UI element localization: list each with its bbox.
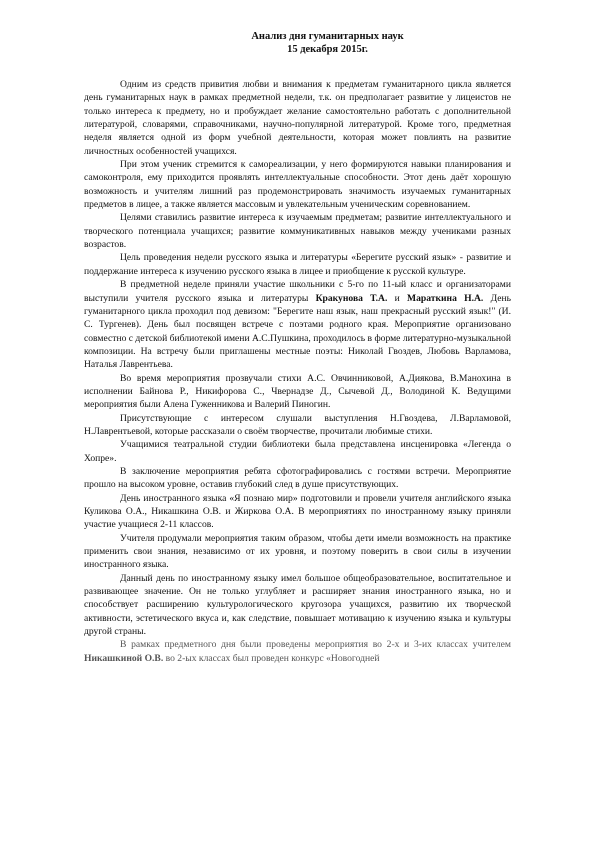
text-segment: Одним из средств привития любви и внимания к предметам гуманитарного цикла является день гуманитарных наук в рамках предметной недели, т.к. он предполагает развитие у лицеистов не только интереса к предмету, но и пробуждает желание самостоятельно работать с дополнительной литературой, словарями, справочниками, научно-популярной литературой. Кроме того, предметная неделя является одной из форм учебной деятельности, которая может повлиять на развитие личностных особенностей учащихся.	[84, 79, 511, 157]
document-body	[84, 78, 511, 665]
text-segment: День иностранного языка «Я познаю мир» подготовили и провели учителя английского языка Куликова О.А., Никашкина О.В. и Жиркова О.А. В мероприятиях по иностранному языку приняли участие учащиеся 2-11 классов.	[84, 492, 511, 531]
paragraph	[84, 278, 511, 371]
paragraph	[84, 158, 511, 211]
text-segment: Цель проведения недели русского языка и литературы «Берегите русский язык» - развитие и поддержание интереса к изучению русского языка в лицее и приобщение к русской культуре.	[84, 252, 511, 277]
paragraph	[84, 251, 511, 278]
text-segment: Учителя продумали мероприятия таким образом, чтобы дети имели возможность на практике применить свои знания, независимо от их уровня, и поэтому поверить в свои силы в изучении иностранного языка.	[84, 532, 511, 571]
title-line-1: Анализ дня гуманитарных наук	[251, 31, 404, 42]
text-segment: во 2-ых классах был проведен конкурс «Новогодней	[163, 652, 380, 664]
text-segment: Во время мероприятия прозвучали стихи А.С. Овчинниковой, А.Диякова, В.Манохина в исполнении Байнова Р., Никифорова С., Чвернадзе Д., Сычевой Д., Володиной К. Ведущими мероприятия были Алена Гуженникова и Валерий Пиногин.	[84, 372, 511, 411]
paragraph	[84, 211, 511, 251]
paragraph	[84, 438, 511, 465]
bold-name: Кракунова Т.А.	[315, 292, 388, 304]
bold-name: Мараткина Н.А.	[407, 292, 484, 304]
paragraph	[84, 372, 511, 412]
text-segment: Учащимися театральной студии библиотеки была представлена инсценировка «Легенда о Хопре».	[84, 439, 511, 464]
paragraph	[84, 572, 511, 639]
paragraph	[84, 78, 511, 158]
paragraph	[84, 638, 511, 665]
paragraph	[84, 465, 511, 492]
document-title	[144, 30, 511, 56]
text-segment: В предметной неделе приняли участие школьники с 5-го по 11-ый класс и организаторами выступили учителя русского языка и литературы	[84, 279, 511, 304]
bold-name: Никашкиной О.В.	[84, 652, 164, 664]
text-segment: Данный день по иностранному языку имел большое общеобразовательное, воспитательное и развивающее значение. Он не только углубляет и расширяет знания иностранного языка, но и способствует расширению культурологического кругозора учащихся, развитию их творческой активности, эстетического вкуса и, как следствие, повышает мотивацию к изучению языка и культуры другой страны.	[84, 572, 511, 638]
text-segment: В заключение мероприятия ребята сфотографировались с гостями встречи. Мероприятие прошло на высоком уровне, оставив глубокий след в душе присутствующих.	[84, 465, 511, 491]
text-segment: При этом ученик стремится к самореализации, у него формируются навыки планирования и самоконтроля, ему приходится проявлять интеллектуальные способности. Этот день даёт хорошую возможность и учителям лишний раз продемонстрировать значимость изучаемых гуманитарных предметов в лицее, а также является массовым и увлекательным ученическим соревнованием.	[84, 159, 511, 211]
text-segment: Присутствующие с интересом слушали выступления Н.Гвоздева, Л.Варламовой, Н.Лаврентьевой, которые рассказали о своём творчестве, прочитали любимые стихи.	[84, 412, 511, 437]
title-line-2: 15 декабря 2015г.	[287, 44, 368, 55]
text-segment: День гуманитарного цикла проходил под девизом: "Берегите наш язык, наш прекрасный русский язык!" (И. С. Тургенев). День был посвящен встрече с поэтами родного края. Мероприятие организовано совместно с детской библиотекой имени А.С.Пушкина, проходилось в форме литературно-музыкальной композиции. На встречу были приглашены местные поэты: Николай Гвоздев, Любовь Варламова, Наталья Лаврентьева.	[84, 292, 512, 371]
text-segment: В рамках предметного дня были проведены мероприятия во 2-х и 3-их классах учителем	[120, 639, 511, 651]
text-segment: и	[387, 292, 408, 304]
paragraph	[84, 532, 511, 572]
paragraph	[84, 492, 511, 532]
text-segment: Целями ставились развитие интереса к изучаемым предметам; развитие интеллектуального и творческого потенциала учащихся; развитие коммуникативных навыков между учениками разных возрастов.	[84, 212, 511, 251]
paragraph	[84, 412, 511, 439]
